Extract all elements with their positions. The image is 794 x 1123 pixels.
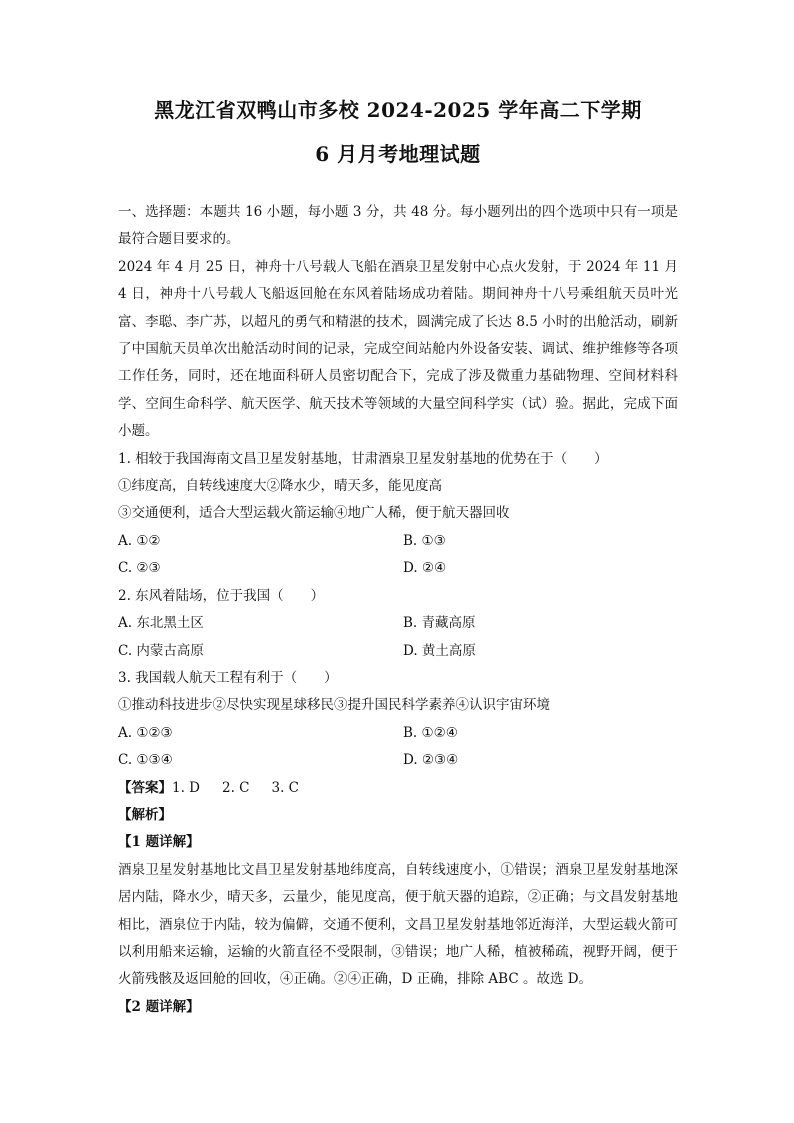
question-2-option-d: D. 黄土高原: [403, 642, 476, 659]
detail-1-text: 酒泉卫星发射基地比文昌卫星发射基地纬度高，自转线速度小，①错误；酒泉卫星发射基地深居内陆，降水少，晴天多，云量少，能见度高，便于航天器的追踪，②正确；与文昌发射基地相比，酒泉位于内陆，较为偏僻，交通不便利，文昌卫星发射基地邻近海洋，大型运载火箭可以利用船来运输，运输的火箭直径不受限制，③错误；地广人稀，植被稀疏，视野开阔，便于火箭残骸及返回舱的回收，④正确。②④正确，D 正确，排除 ABC 。故选 D。: [118, 861, 678, 988]
question-3-options-row-2: [118, 747, 678, 774]
reading-passage: 2024 年 4 月 25 日，神舟十八号载人飞船在酒泉卫星发射中心点火发射，于 2024 年 11 月 4 日，神舟十八号载人飞船返回舱在东风着陆场成功着陆。期间神舟十八号乘组航天员叶光富、李聪、李广苏，以超凡的勇气和精湛的技术，圆满完成了长达 8.5 小时的出舱活动，刷新了中国航天员单次出舱活动时间的记录，完成空间站舱内外设备安装、调试、维护维修等各项工作任务，同时，还在地面科研人员密切配合下，完成了涉及微重力基础物理、空间材料科学、空间生命科学、航天医学、航天技术等领域的大量空间科学实（试）验。据此，完成下面小题。: [118, 258, 678, 440]
answer-label: 【答案】: [118, 779, 172, 796]
document-title-line-1: 黑龙江省双鸭山市多校 2024-2025 学年高二下学期: [154, 98, 642, 122]
question-3-stem: 3. 我国载人航天工程有利于（ ）: [118, 669, 338, 686]
question-1-statement-1: ①纬度高，自转线速度大②降水少，晴天多，能见度高: [118, 478, 442, 495]
question-3-option-b: B. ①②④: [403, 724, 458, 741]
question-2-option-c: C. 内蒙古高原: [118, 642, 204, 659]
question-2-option-a: A. 东北黑土区: [118, 615, 204, 632]
section-intro: 一、选择题：本题共 16 小题，每小题 3 分，共 48 分。每小题列出的四个选项中只有一项是最符合题目要求的。: [118, 204, 678, 248]
document-title-line-2: 6 月月考地理试题: [315, 142, 481, 166]
question-3-option-c: C. ①③④: [118, 752, 173, 769]
question-2-options-row-2: [118, 638, 678, 665]
question-3-statement-1: ①推动科技进步②尽快实现星球移民③提升国民科学素养④认识宇宙环境: [118, 697, 550, 714]
question-2-options-row-1: [118, 610, 678, 637]
answer-item-3: 3. C: [271, 779, 300, 796]
detail-2-label: 【2 题详解】: [118, 998, 200, 1015]
question-1-statement-2: ③交通便利，适合大型运载火箭运输④地广人稀，便于航天器回收: [118, 505, 510, 522]
answer-item-2: 2. C: [222, 779, 250, 796]
question-1-options-row-2: [118, 555, 678, 582]
question-3-option-a: A. ①②③: [118, 724, 173, 741]
analysis-label: 【解析】: [118, 806, 172, 823]
question-3-options-row-1: [118, 720, 678, 747]
question-1-option-a: A. ①②: [118, 532, 161, 549]
question-1-options-row-1: [118, 528, 678, 555]
question-1-option-d: D. ②④: [403, 560, 447, 577]
answer-line: [118, 775, 678, 802]
question-2-option-b: B. 青藏高原: [403, 615, 476, 632]
document-body: [118, 199, 678, 1021]
question-1-option-b: B. ①③: [403, 532, 446, 549]
detail-1-label: 【1 题详解】: [118, 834, 200, 851]
answer-item-1: 1. D: [172, 779, 200, 796]
question-1-option-c: C. ②③: [118, 560, 161, 577]
question-2-stem: 2. 东风着陆场，位于我国（ ）: [118, 587, 325, 604]
question-3-option-d: D. ②③④: [403, 752, 459, 769]
question-1-stem: 1. 相较于我国海南文昌卫星发射基地，甘肃酒泉卫星发射基地的优势在于（ ）: [118, 450, 608, 467]
